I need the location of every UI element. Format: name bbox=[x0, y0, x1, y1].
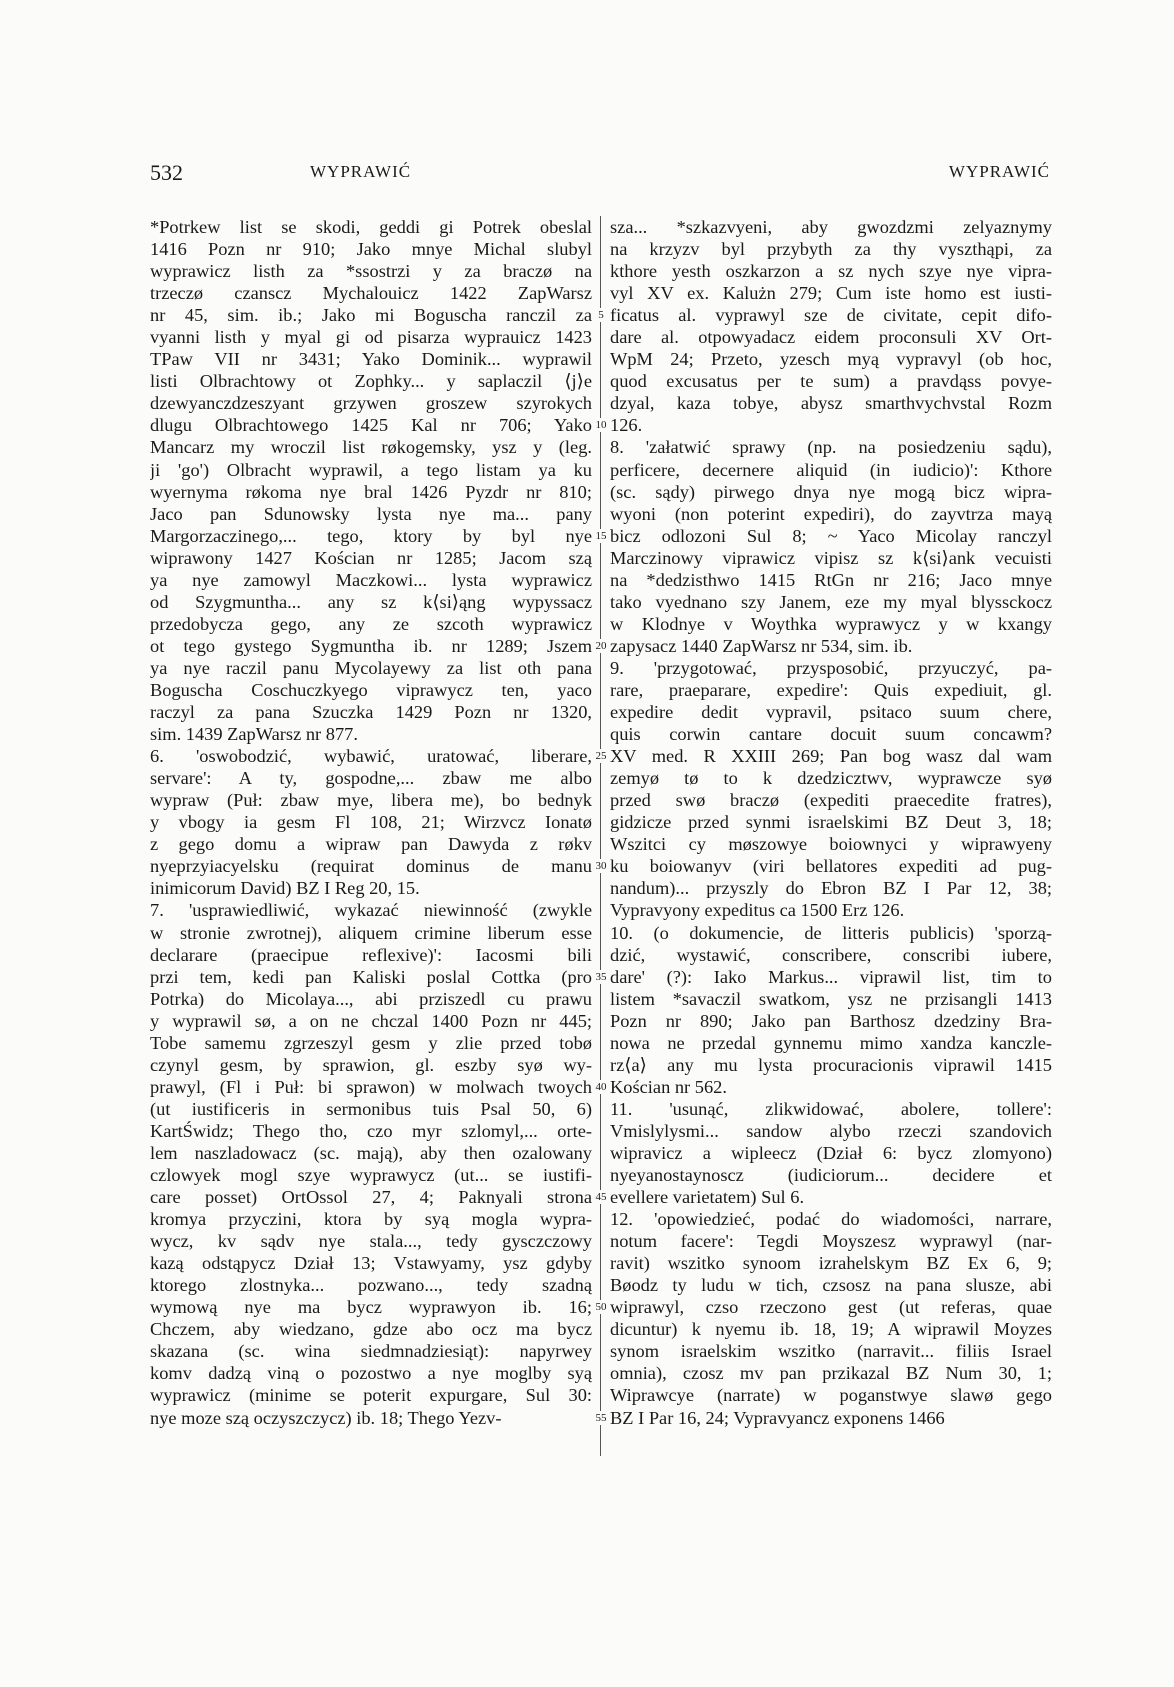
line-number: 45 bbox=[592, 1190, 610, 1204]
line-number: 30 bbox=[592, 859, 610, 873]
line-number: 50 bbox=[592, 1300, 610, 1314]
line-number: 5 bbox=[592, 308, 610, 322]
text-line: BZ I Par 16, 24; Vypravyancz exponens 1466 bbox=[610, 1407, 945, 1428]
text-line: 12. 'opowiedzieć, podać do wiadomości, narrare, bbox=[610, 1209, 1052, 1230]
text-line: ji 'go') Olbracht wyprawil, a tego listam ya ku bbox=[150, 459, 592, 480]
text-line: nye moze szą oczyszczycz) ib. 18; Thego Yezv- bbox=[150, 1407, 502, 1428]
text-line: Margorzaczinego,... tego, ktory by byl nye bbox=[150, 525, 592, 546]
text-line: dzyal, kaza tobye, abysz smarthvychvstal Rozm bbox=[610, 393, 1052, 414]
text-line: Bøodz ty ludu w tich, czsosz na pana slusze, abi bbox=[610, 1275, 1052, 1296]
text-line: *Potrkew list se skodi, geddi gi Potrek obeslal bbox=[150, 217, 592, 237]
text-line: nr 45, sim. ib.; Jako mi Boguscha ranczil za bbox=[150, 305, 592, 326]
text-line: quis corwin cantare docuit suum concawm? bbox=[610, 724, 1052, 745]
text-line: 7. 'usprawiedliwić, wykazać niewinność (zwykle bbox=[150, 900, 592, 921]
text-line: bicz odlozoni Sul 8; ~ Yaco Micolay ranczyl bbox=[610, 525, 1052, 546]
text-line: synom israelskim wszitko (narravit... filiis Israel bbox=[610, 1341, 1052, 1362]
text-line: prawyl, (Fl i Puł: bi sprawon) w molwach twoych bbox=[150, 1076, 592, 1097]
text-line: w Klodnye v Woythka wyprawycz y w kxangy bbox=[610, 613, 1052, 634]
text-line: tako vyednano szy Janem, eze my myal blyssckocz bbox=[610, 591, 1052, 612]
text-line: ficatus al. vyprawyl sze de civitate, cepit difo- bbox=[610, 305, 1052, 326]
text-line: przed swø braczø (expediti praecedite fratres), bbox=[610, 790, 1052, 811]
text-line: wyprawicz listh za *ssostrzi y za braczø na bbox=[150, 261, 592, 282]
text-line: ya nye raczil panu Mycolayewy za list oth pana bbox=[150, 657, 592, 678]
column-divider bbox=[600, 216, 601, 1456]
text-line: czynyl gesm, by sprawion, gl. eszby syø wy- bbox=[150, 1054, 592, 1075]
text-line: Potrka) do Micolaya..., abi prziszedl cu prawu bbox=[150, 988, 592, 1009]
text-line: nowa ne przedal gynnemu mimo xandza kanczle- bbox=[610, 1032, 1052, 1053]
text-line: TPaw VII nr 3431; Yako Dominik... wyprawil bbox=[150, 349, 592, 370]
text-line: ku boiowanyv (viri bellatores expediti ad pug- bbox=[610, 856, 1052, 877]
text-line: 8. 'załatwić sprawy (np. na posiedzeniu sądu), bbox=[610, 437, 1052, 458]
page-header bbox=[150, 160, 1050, 190]
text-line: (ut iustificeris in sermonibus tuis Psal 50, 6) bbox=[150, 1098, 592, 1119]
text-line: rz⟨a⟩ any mu lysta procuracionis viprawil 1415 bbox=[610, 1054, 1052, 1075]
text-line: dicuntur) k nyemu ib. 18, 19; A wiprawil Moyzes bbox=[610, 1319, 1052, 1340]
text-line: 6. 'oswobodzić, wybawić, uratować, liberare, bbox=[150, 746, 592, 767]
text-line: care posset) OrtOssol 27, 4; Paknyali strona bbox=[150, 1187, 592, 1208]
text-line: trzeczø czanscz Mychalouicz 1422 ZapWarsz bbox=[150, 283, 592, 304]
line-number: 55 bbox=[592, 1411, 610, 1425]
text-line: dzewyanczdzeszyant grzywen groszew szyrokych bbox=[150, 393, 592, 414]
text-line: czlowyek mogl szye wyprawycz (ut... se iustifi- bbox=[150, 1165, 592, 1186]
text-line: wymową nye ma bycz wyprawyon ib. 16; bbox=[150, 1297, 592, 1318]
text-line: Mancarz my wroczil list røkogemsky, ysz y (leg. bbox=[150, 437, 592, 458]
text-line: w stronie zwrotnej), aliquem crimine liberum esse bbox=[150, 922, 592, 943]
text-line: nyeyanostaynoscz (iudiciorum... decidere et bbox=[610, 1165, 1052, 1186]
text-line: Wszitci cy møszowye boiownyci y wiprawyeny bbox=[610, 834, 1052, 855]
running-headword-left: WYPRAWIĆ bbox=[310, 162, 412, 181]
text-line: sza... *szkazvyeni, aby gwozdzmi zelyaznymy bbox=[610, 217, 1052, 237]
text-line: y vbogy ia gesm Fl 108, 21; Wirzvcz Ionatø bbox=[150, 812, 592, 833]
line-number: 15 bbox=[592, 529, 610, 543]
text-line: ya nye zamowyl Maczkowi... lysta wyprawicz bbox=[150, 569, 592, 590]
text-line: wipravicz a wipleecz (Dział 6: bycz zlomyono) bbox=[610, 1142, 1052, 1163]
text-line: zapysacz 1440 ZapWarsz nr 534, sim. ib. bbox=[610, 635, 913, 656]
text-line: evellere varietatem) Sul 6. bbox=[610, 1187, 805, 1208]
text-line: y wyprawil sø, a on ne chczal 1400 Pozn nr 445; bbox=[150, 1010, 592, 1031]
text-line: declarare (praecipue reflexive)': Iacosmi bili bbox=[150, 944, 592, 965]
text-line: notum facere': Tegdi Moyszesz wyprawyl (nar- bbox=[610, 1231, 1052, 1252]
text-line: 9. 'przygotować, przysposobić, przyuczyć, pa- bbox=[610, 657, 1052, 678]
text-line: lem naszladowacz (sc. mają), aby then ozalowany bbox=[150, 1142, 592, 1163]
text-line: gidzicze przed synmi israelskimi BZ Deut 3, 18; bbox=[610, 812, 1052, 833]
right-column bbox=[610, 216, 1052, 1429]
text-line: vyanni listh y myal gi od pisarza wyprauicz 1423 bbox=[150, 327, 592, 348]
text-line: listem *savaczil swatkom, ysz ne przisangli 1413 bbox=[610, 988, 1052, 1009]
line-number: 35 bbox=[592, 970, 610, 984]
text-line: kromya przyczini, ktora by syą mogla wypra- bbox=[150, 1209, 592, 1230]
text-line: 11. 'usunąć, zlikwidować, abolere, tollere': bbox=[610, 1098, 1052, 1119]
text-line: servare': A ty, gospodne,... zbaw me albo bbox=[150, 768, 592, 789]
text-line: od Szygmuntha... any sz k⟨si⟩ąng wypyssacz bbox=[150, 591, 592, 612]
text-line: dare' (?): Iako Markus... viprawil list, tim to bbox=[610, 966, 1052, 987]
text-line: listi Olbrachtowy ot Zophky... y saplaczil ⟨j⟩e bbox=[150, 371, 592, 392]
text-line: wypraw (Puł: zbaw mye, libera me), bo bednyk bbox=[150, 790, 592, 811]
text-line: 10. (o dokumencie, de litteris publicis) 'sporzą- bbox=[610, 922, 1052, 943]
text-line: Chczem, aby wiedzano, gdze abo ocz ma bycz bbox=[150, 1319, 592, 1340]
text-line: WpM 24; Przeto, yzesch myą vypravyl (ob hoc, bbox=[610, 349, 1052, 370]
text-line: kthore yesth oszkarzon a sz nych szye nye vipra- bbox=[610, 261, 1052, 282]
text-line: expedire dedit vypravil, psitaco suum chere, bbox=[610, 702, 1052, 723]
text-line: Wiprawcye (narrate) w poganstwye slawø gego bbox=[610, 1385, 1052, 1406]
text-line: skazana (sc. wina siedmnadziesiąt): napyrwey bbox=[150, 1341, 592, 1362]
text-line: XV med. R XXIII 269; Pan bog wasz dal wam bbox=[610, 746, 1052, 767]
text-line: z gego domu a wipraw pan Dawyda z røkv bbox=[150, 834, 592, 855]
text-line: komv dadzą viną o pozostwo a nye moglby syą bbox=[150, 1363, 592, 1384]
running-headword-right: WYPRAWIĆ bbox=[948, 162, 1050, 181]
text-line: Kościan nr 562. bbox=[610, 1076, 727, 1097]
line-number: 20 bbox=[592, 639, 610, 653]
text-line: ravit) wszitko synoom izrahelskym BZ Ex 6, 9; bbox=[610, 1253, 1052, 1274]
text-line: Pozn nr 890; Jako pan Barthosz dzedziny Bra- bbox=[610, 1010, 1052, 1031]
text-line: na *dedzisthwo 1415 RtGn nr 216; Jaco mnye bbox=[610, 569, 1052, 590]
page-number: 532 bbox=[150, 160, 183, 185]
text-line: wiprawony 1427 Kościan nr 1285; Jacom szą bbox=[150, 547, 592, 568]
text-line: wyernyma røkoma nye bral 1426 Pyzdr nr 810; bbox=[150, 481, 592, 502]
text-line: nandum)... przyszly do Ebron BZ I Par 12, 38; bbox=[610, 878, 1052, 899]
text-line: sim. 1439 ZapWarsz nr 877. bbox=[150, 724, 358, 745]
line-number-gutter bbox=[592, 216, 610, 1456]
text-line: (sc. sądy) pirwego dnya nye mogą bicz wipra- bbox=[610, 481, 1052, 502]
text-line: quod excusatus per te sum) a pravdąss povye- bbox=[610, 371, 1052, 392]
text-line: omnia), czosz mv pan przikazal BZ Num 30, 1; bbox=[610, 1363, 1052, 1384]
text-line: dlugu Olbrachtowego 1425 Kal nr 706; Yako bbox=[150, 415, 592, 436]
text-line: przi tem, kedi pan Kaliski poslal Cottka (pro bbox=[150, 966, 592, 987]
line-number: 40 bbox=[592, 1080, 610, 1094]
line-number: 10 bbox=[592, 418, 610, 432]
text-line: Jaco pan Sdunowsky lysta nye ma... pany bbox=[150, 503, 592, 524]
text-line: Marczinowy viprawicz vipisz sz k⟨si⟩ank vecuisti bbox=[610, 547, 1052, 568]
text-line: zemyø tø to k dzedzicztwv, wyprawcze syø bbox=[610, 768, 1052, 789]
text-line: dare al. otpowyadacz eidem proconsuli XV Ort- bbox=[610, 327, 1052, 348]
text-line: Boguscha Coschuczkyego viprawycz ten, yaco bbox=[150, 679, 592, 700]
text-line: wyprawicz (minime se poterit expurgare, Sul 30: bbox=[150, 1385, 592, 1406]
text-line: na krzyzv byl przybyth za thy vyszthąpi, za bbox=[610, 239, 1052, 260]
text-line: inimicorum David) BZ I Reg 20, 15. bbox=[150, 878, 420, 899]
text-line: przedobycza gego, any ze szcoth wyprawicz bbox=[150, 613, 592, 634]
text-line: 126. bbox=[610, 415, 643, 436]
text-line: vyl XV ex. Kalużn 279; Cum iste homo est iusti- bbox=[610, 283, 1052, 304]
text-line: rare, praeparare, expedire': Quis expediuit, gl. bbox=[610, 679, 1052, 700]
text-line: nyeprzyiacyelsku (requirat dominus de manu bbox=[150, 856, 592, 877]
text-line: raczyl za pana Szuczka 1429 Pozn nr 1320, bbox=[150, 702, 592, 723]
text-line: wiprawyl, czso rzeczono gest (ut referas, quae bbox=[610, 1297, 1052, 1318]
text-line: Vypravyony expeditus ca 1500 Erz 126. bbox=[610, 900, 905, 921]
text-line: Tobe samemu zgrzeszyl gesm y zlie przed tobø bbox=[150, 1032, 592, 1053]
text-line: ot tego gystego Sygmuntha ib. nr 1289; Jszem bbox=[150, 635, 592, 656]
text-line: wyoni (non poterint expediri), do zayvtrza mayą bbox=[610, 503, 1052, 524]
text-line: ktorego zlostnyka... pozwano..., tedy szadną bbox=[150, 1275, 592, 1296]
text-line: 1416 Pozn nr 910; Jako mnye Michal slubyl bbox=[150, 239, 592, 260]
text-line: perficere, decernere aliquid (in iudicio)': Kthore bbox=[610, 459, 1052, 480]
text-line: dzić, wystawić, conscribere, conscribi iubere, bbox=[610, 944, 1052, 965]
text-line: Vmislylysmi... sandow alybo rzeczi szandovich bbox=[610, 1120, 1052, 1141]
left-column bbox=[150, 216, 592, 1429]
line-number: 25 bbox=[592, 749, 610, 763]
text-line: KartŚwidz; Thego tho, czo myr szlomyl,... orte- bbox=[150, 1120, 592, 1141]
text-line: kazą odstąpycz Dział 13; Vstawyamy, ysz gdyby bbox=[150, 1253, 592, 1274]
text-line: wycz, kv sądv nye stala..., tedy gysczczowy bbox=[150, 1231, 592, 1252]
